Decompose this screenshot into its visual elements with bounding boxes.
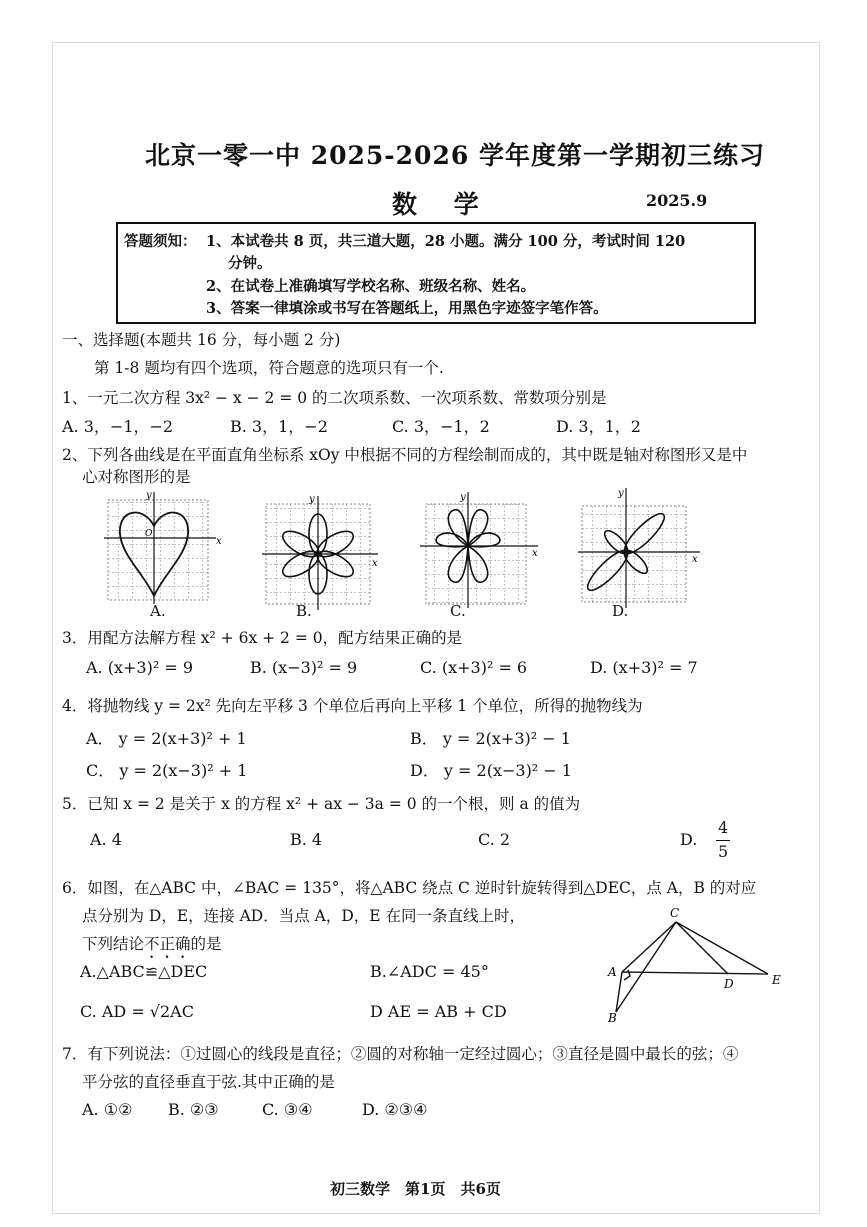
point-d-label: D xyxy=(724,977,734,991)
q6-emphasis: 不正确 xyxy=(144,935,191,953)
q4-option-b: B． y = 2(x+3)² − 1 xyxy=(410,729,571,748)
q2-option-c-label: C. xyxy=(450,602,466,620)
instruction-2: 2、在试卷上准确填写学校名称、班级名称、姓名。 xyxy=(206,278,536,295)
q1-option-c: C. 3，−1，2 xyxy=(392,417,490,436)
axis-y-label: y xyxy=(309,494,315,505)
origin-label: O xyxy=(145,529,153,539)
q2-option-b-label: B. xyxy=(296,602,312,620)
instruction-3: 3、答案一律填涂或书写在答题纸上，用黑色字迹签字笔作答。 xyxy=(206,300,608,317)
point-a-label: A xyxy=(608,965,617,979)
q7-option-a: A. ①② xyxy=(82,1100,133,1119)
q6-triangle-figure xyxy=(600,904,790,1030)
point-c-label: C xyxy=(670,906,680,920)
q5-option-d-numerator: 4 xyxy=(718,818,729,837)
fraction-bar xyxy=(716,840,730,841)
q1-option-a: A. 3，−1，−2 xyxy=(62,417,174,436)
axis-y-label: y xyxy=(618,488,624,499)
q1-stem: 1、一元二次方程 3x² − x − 2 = 0 的二次项系数、一次项系数、常数项分别是 xyxy=(62,389,607,407)
instruction-1-cont: 分钟。 xyxy=(228,255,272,272)
q5-option-d-denominator: 5 xyxy=(718,842,729,861)
axis-x-label: x xyxy=(216,536,222,547)
q5-stem: 5．已知 x = 2 是关于 x 的方程 x² + ax − 3a = 0 的一个根，则 a 的值为 xyxy=(62,795,581,813)
axis-x-label: x xyxy=(692,554,698,565)
axis-y-label: y xyxy=(146,490,152,501)
q6-option-b: B.∠ADC = 45° xyxy=(370,962,489,981)
q7-stem: 7．有下列说法：①过圆心的线段是直径；②圆的对称轴一定经过圆心；③直径是圆中最长的弦；④ xyxy=(62,1045,739,1063)
q3-option-a: A. (x+3)² = 9 xyxy=(86,658,193,677)
q3-option-c: C. (x+3)² = 6 xyxy=(420,658,528,677)
q6-stem: 6．如图，在△ABC 中，∠BAC = 135°，将△ABC 绕点 C 逆时针旋转得到△DEC，点 A，B 的对应 xyxy=(62,879,757,897)
q2-option-d-label: D. xyxy=(612,602,629,620)
q4-option-d: D． y = 2(x−3)² − 1 xyxy=(410,761,572,780)
exam-date: 2025.9 xyxy=(646,191,708,210)
q2-stem-cont: 心对称图形的是 xyxy=(82,468,191,486)
q5-option-b: B. 4 xyxy=(290,830,323,849)
point-b-label: B xyxy=(608,1011,617,1025)
axis-y-label: y xyxy=(460,492,466,503)
q5-option-a: A. 4 xyxy=(90,830,122,849)
q2-stem: 2、下列各曲线是在平面直角坐标系 xOy 中根据不同的方程绘制而成的，其中既是轴对称图形又是中 xyxy=(62,446,748,464)
q7-option-c: C. ③④ xyxy=(262,1100,313,1119)
q6-stem-cont: 点分别为 D，E，连接 AD．当点 A，D，E 在同一条直线上时， xyxy=(82,907,526,925)
q4-option-c: C． y = 2(x−3)² + 1 xyxy=(86,761,248,780)
axis-x-label: x xyxy=(372,558,378,569)
q5-option-c: C. 2 xyxy=(478,830,511,849)
q6-option-d: D AE = AB + CD xyxy=(370,1002,507,1021)
q3-option-b: B. (x−3)² = 9 xyxy=(250,658,358,677)
q4-stem: 4．将抛物线 y = 2x² 先向左平移 3 个单位后再向上平移 1 个单位，所得的抛物线为 xyxy=(62,697,643,715)
q7-stem-cont: 平分弦的直径垂直于弦.其中正确的是 xyxy=(82,1073,335,1091)
point-e-label: E xyxy=(772,973,781,987)
q3-stem: 3．用配方法解方程 x² + 6x + 2 = 0，配方结果正确的是 xyxy=(62,629,463,647)
q6-stem-line3 xyxy=(82,932,222,962)
q1-option-b: B. 3，1，−2 xyxy=(230,417,328,436)
instructions-box xyxy=(116,222,756,324)
q2-graph-a xyxy=(104,488,224,606)
axis-x-label: x xyxy=(532,548,538,559)
section-heading: 一、选择题(本题共 16 分，每小题 2 分) xyxy=(62,331,341,349)
exam-title: 北京一零一中 2025-2026 学年度第一学期初三练习 xyxy=(145,141,765,170)
instructions-label: 答题须知： xyxy=(124,233,197,250)
q5-option-d-label: D. xyxy=(680,830,698,849)
page-footer: 初三数学 第1页 共6页 xyxy=(330,1180,501,1198)
q6-stem-text: 下列结论 xyxy=(82,935,145,953)
q6-option-c: C. AD = √2AC xyxy=(80,1002,194,1021)
q2-graph-b xyxy=(262,494,382,612)
q6-option-a: A.△ABC≌△DEC xyxy=(80,962,208,981)
q3-option-d: D. (x+3)² = 7 xyxy=(590,658,698,677)
instruction-1: 1、本试卷共 8 页，共三道大题，28 小题。满分 100 分，考试时间 120 xyxy=(206,233,686,250)
q4-option-a: A． y = 2(x+3)² + 1 xyxy=(86,729,247,748)
section-intro: 第 1-8 题均有四个选项，符合题意的选项只有一个. xyxy=(94,359,444,377)
q2-graph-d xyxy=(578,486,702,610)
q7-option-d: D. ②③④ xyxy=(362,1100,428,1119)
q7-option-b: B. ②③ xyxy=(168,1100,219,1119)
q2-option-a-label: A. xyxy=(150,602,166,620)
subject-heading: 数 学 xyxy=(392,190,493,219)
q1-option-d: D. 3，1，2 xyxy=(556,417,641,436)
q6-stem-end: 的是 xyxy=(190,935,222,953)
q2-graph-c xyxy=(420,490,542,610)
